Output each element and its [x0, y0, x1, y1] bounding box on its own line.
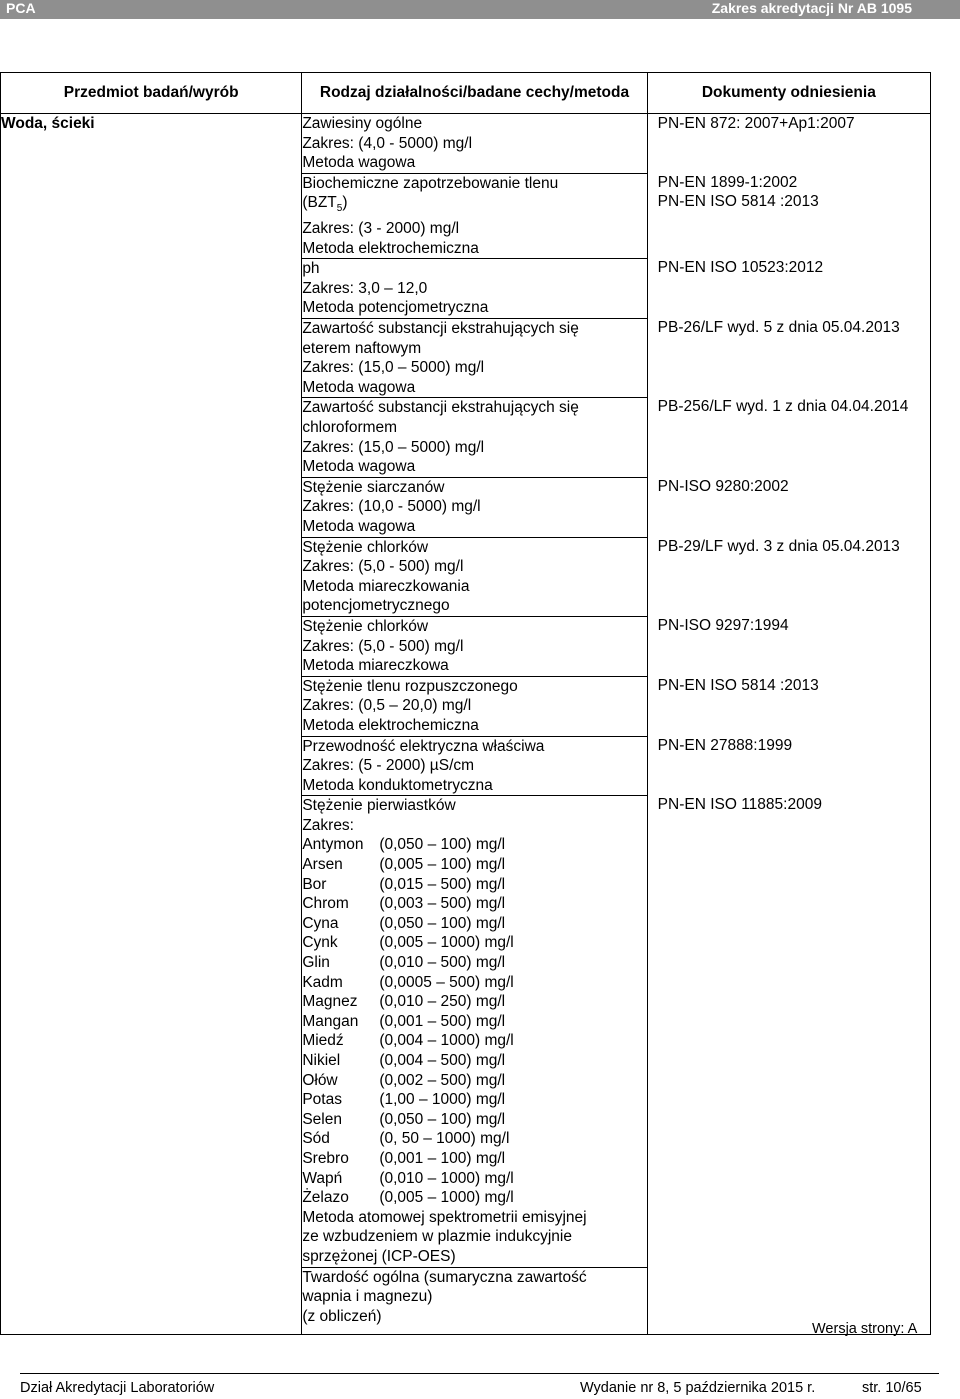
element-name: Nikiel — [302, 1052, 341, 1069]
element-range: (0, 50 – 1000) mg/l — [379, 1130, 510, 1148]
element-range: (0,001 – 100) mg/l — [379, 1149, 506, 1167]
reference-document: PN-EN 1899-1:2002 — [657, 173, 798, 191]
element-name: Wapń — [302, 1169, 343, 1187]
element-row — [302, 1188, 646, 1208]
element-name: Arsen — [302, 856, 343, 874]
element-name: Glin — [302, 954, 330, 972]
entry-line: eterem naftowym — [302, 339, 422, 357]
header-left: PCA — [6, 0, 36, 16]
element-range: (0,005 – 1000) mg/l — [379, 934, 514, 952]
element-name: Srebro — [302, 1149, 349, 1167]
entry-line: Zakres: (5 - 2000) µS/cm — [302, 757, 475, 775]
entry-line: Metoda potencjometryczna — [302, 299, 489, 317]
element-row — [302, 933, 646, 953]
element-row — [302, 953, 646, 973]
reference-document: PB-29/LF wyd. 3 z dnia 05.04.2013 — [657, 537, 900, 555]
reference-document: PB-256/LF wyd. 1 z dnia 04.04.2014 — [657, 398, 909, 416]
entry-line: ze wzbudzeniem w plazmie indukcyjnie — [302, 1228, 572, 1246]
entry-line: Zakres: — [302, 816, 354, 834]
test-entry — [302, 258, 646, 318]
entry-line: (z obliczeń) — [302, 1307, 382, 1325]
entry-line: Zakres: (5,0 - 500) mg/l — [302, 558, 464, 576]
reference-document: PN-ISO 9297:1994 — [657, 616, 789, 634]
footer-left: Dział Akredytacji Laboratoriów — [20, 1380, 215, 1396]
test-entry — [302, 1267, 646, 1335]
entry-line: Stężenie tlenu rozpuszczonego — [302, 677, 518, 695]
element-row — [302, 894, 646, 914]
element-row — [302, 1149, 646, 1169]
element-row — [302, 973, 646, 993]
page-header-bar — [0, 0, 960, 19]
element-row — [302, 1169, 646, 1189]
entry-line: Zakres: (4,0 - 5000) mg/l — [302, 134, 473, 152]
reference-document: PN-EN ISO 10523:2012 — [657, 259, 824, 277]
entry-line: $(BZT_5)$ — [302, 194, 348, 215]
footer-right: str. 10/65 — [862, 1380, 922, 1396]
reference-document: PN-EN ISO 11885:2009 — [657, 796, 822, 814]
test-entry — [302, 537, 646, 616]
test-entry — [302, 397, 646, 476]
test-entry — [302, 114, 646, 173]
element-row — [302, 1012, 646, 1032]
element-name: Antymon — [302, 836, 364, 854]
element-row — [302, 1090, 646, 1110]
entry-line: Biochemiczne zapotrzebowanie tlenu — [302, 174, 559, 192]
entry-line: Metoda wagowa — [302, 378, 416, 396]
element-row — [302, 855, 646, 875]
entry-line: chloroformem — [302, 419, 398, 436]
element-name: Ołów — [302, 1071, 338, 1089]
element-name: Sód — [302, 1130, 330, 1148]
element-row — [302, 1110, 646, 1130]
entry-line: Metoda wagowa — [302, 458, 416, 476]
reference-document: PN-EN 872: 2007+Ap1:2007 — [657, 115, 855, 132]
entry-line: Stężenie siarczanów — [302, 478, 445, 496]
documents-cell — [647, 114, 930, 1335]
element-range: (0,015 – 500) mg/l — [379, 875, 506, 893]
element-name: Miedź — [302, 1032, 344, 1050]
accreditation-table — [0, 72, 931, 1335]
element-row — [302, 1051, 646, 1071]
element-row — [302, 835, 646, 855]
entries-list — [302, 114, 646, 1334]
entry-line: Zakres: (15,0 – 5000) mg/l — [302, 359, 485, 377]
element-range: (0,050 – 100) mg/l — [379, 836, 506, 854]
entry-line: Metoda miareczkowa — [302, 657, 449, 675]
entry-line: Metoda konduktometryczna — [302, 776, 493, 794]
entry-line: ph — [302, 260, 320, 278]
test-entry — [302, 676, 646, 736]
col-header-subject: Przedmiot badań/wyrób — [1, 73, 302, 114]
element-range: (0,050 – 100) mg/l — [379, 914, 506, 932]
entry-line: Metoda miareczkowania — [302, 577, 470, 595]
entry-line: Metoda elektrochemiczna — [302, 239, 479, 257]
entry-line: Stężenie chlorków — [302, 538, 429, 556]
entry-line: Metoda atomowej spektrometrii emisyjnej — [302, 1208, 587, 1226]
subject-cell: Woda, ścieki — [1, 114, 302, 1335]
element-range: (0,002 – 500) mg/l — [379, 1071, 506, 1089]
entry-line: Stężenie pierwiastków — [302, 797, 456, 815]
element-row — [302, 1031, 646, 1051]
col-header-documents: Dokumenty odniesienia — [647, 73, 930, 114]
element-range: (0,003 – 500) mg/l — [379, 895, 506, 913]
element-range: (0,004 – 500) mg/l — [379, 1052, 506, 1069]
test-entry — [302, 736, 646, 796]
element-range: (0,010 – 500) mg/l — [379, 954, 506, 972]
element-range: (1,00 – 1000) mg/l — [379, 1091, 506, 1109]
element-name: Cyna — [302, 914, 339, 932]
test-entry-elements — [302, 795, 646, 1266]
entry-line: Zawartość substancji ekstrahujących się — [302, 320, 579, 338]
element-row — [302, 1129, 646, 1149]
element-row — [302, 1071, 646, 1091]
element-name: Selen — [302, 1110, 342, 1128]
element-name: Mangan — [302, 1012, 359, 1030]
element-range: (0,0005 – 500) mg/l — [379, 973, 514, 991]
entry-line: Zakres: (10,0 - 5000) mg/l — [302, 498, 481, 516]
entry-line: Zawartość substancji ekstrahujących się — [302, 399, 579, 417]
element-range: (0,050 – 100) mg/l — [379, 1110, 506, 1128]
entry-line: Zakres: (0,5 – 20,0) mg/l — [302, 697, 472, 715]
entry-line: Zakres: (15,0 – 5000) mg/l — [302, 438, 485, 456]
page-version: Wersja strony: A — [812, 1321, 918, 1337]
entry-line: Metoda wagowa — [302, 517, 416, 535]
entry-line: Stężenie chlorków — [302, 617, 429, 635]
element-row — [302, 914, 646, 934]
entry-line: Przewodność elektryczna właściwa — [302, 737, 545, 755]
element-name: Magnez — [302, 993, 358, 1011]
reference-document: PN-EN ISO 5814 :2013 — [657, 193, 819, 211]
footer-divider — [20, 1373, 939, 1374]
element-row — [302, 992, 646, 1012]
entry-line: Metoda elektrochemiczna — [302, 716, 479, 734]
reference-document: PN-ISO 9280:2002 — [657, 477, 789, 495]
entry-line: Zakres: 3,0 – 12,0 — [302, 279, 428, 297]
reference-document: PB-26/LF wyd. 5 z dnia 05.04.2013 — [657, 319, 900, 337]
element-name: Cynk — [302, 934, 338, 952]
entry-line: Metoda wagowa — [302, 154, 416, 172]
element-range: (0,005 – 100) mg/l — [379, 856, 506, 874]
entry-line: Zawiesiny ogólne — [302, 115, 423, 132]
element-range: (0,010 – 1000) mg/l — [379, 1169, 514, 1187]
entry-line: Twardość ogólna (sumaryczna zawartość — [302, 1268, 587, 1286]
element-range: (0,005 – 1000) mg/l — [379, 1189, 514, 1207]
entry-line: Zakres: (5,0 - 500) mg/l — [302, 637, 464, 655]
element-range: (0,004 – 1000) mg/l — [379, 1032, 514, 1050]
element-name: Chrom — [302, 895, 349, 913]
test-entry — [302, 173, 646, 258]
test-entry — [302, 477, 646, 537]
test-entry — [302, 318, 646, 397]
entry-line: wapnia i magnezu) — [302, 1288, 433, 1306]
reference-document: PN-EN 27888:1999 — [657, 736, 793, 754]
col-header-activity: Rodzaj działalności/badane cechy/metoda — [302, 73, 647, 114]
element-name: Bor — [302, 875, 327, 893]
footer-middle: Wydanie nr 8, 5 października 2015 r. — [580, 1380, 816, 1396]
element-name: Potas — [302, 1091, 342, 1109]
header-right: Zakres akredytacji Nr AB 1095 — [711, 0, 912, 16]
element-name: Żelazo — [302, 1189, 349, 1207]
element-range: (0,001 – 500) mg/l — [379, 1012, 506, 1030]
entry-line: sprzężonej (ICP-OES) — [302, 1247, 456, 1265]
test-entry — [302, 616, 646, 676]
reference-document: PN-EN ISO 5814 :2013 — [657, 676, 819, 694]
element-range: (0,010 – 250) mg/l — [379, 993, 506, 1011]
activity-cell — [302, 114, 647, 1335]
element-row — [302, 875, 646, 895]
entry-line: potencjometrycznego — [302, 597, 450, 615]
entry-line: Zakres: (3 - 2000) mg/l — [302, 220, 460, 238]
element-name: Kadm — [302, 973, 343, 991]
